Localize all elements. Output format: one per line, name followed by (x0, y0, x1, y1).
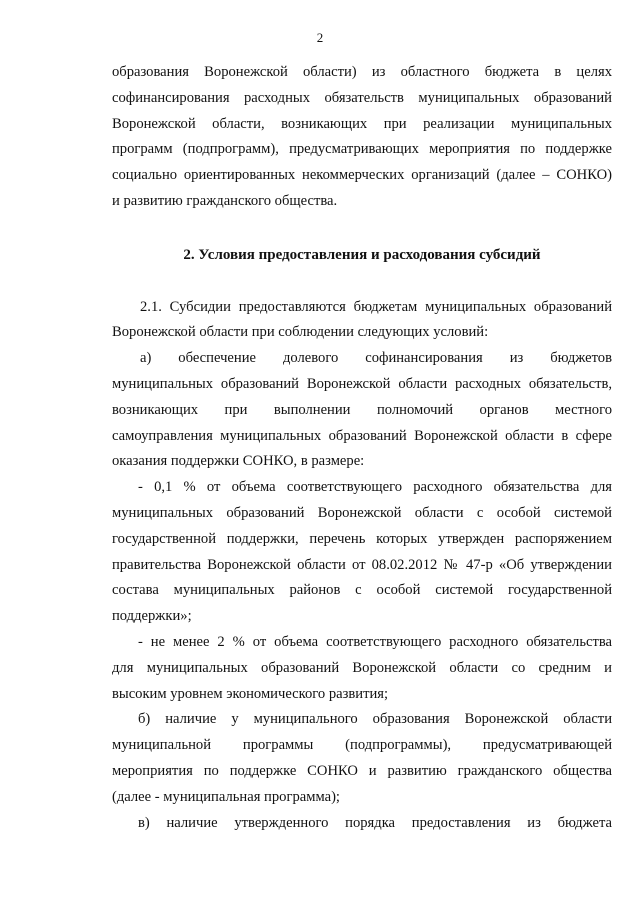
text-line: (далее - муниципальная программа); (112, 788, 340, 805)
text-line: - не менее 2 % от объема соответствующего расходного обязательства (138, 633, 612, 650)
paragraph-v (112, 811, 612, 837)
text-line: самоуправления муниципальных образований Воронежской области в сфере (112, 427, 612, 444)
text-line: программ (подпрограмм), предусматривающих мероприятия по поддержке (112, 141, 612, 158)
text-line: б) наличие у муниципального образования Воронежской области (138, 711, 612, 728)
text-line: Воронежской области, возникающих при реализации муниципальных (112, 115, 612, 132)
text-line: возникающих при выполнении полномочий органов местного (112, 401, 612, 418)
paragraph-a (112, 346, 612, 475)
text-line: муниципальных образований Воронежской области с особой системой (112, 504, 612, 521)
paragraph-2-1 (112, 295, 612, 347)
text-line: социально ориентированных некоммерческих организаций (далее – СОНКО) (112, 167, 612, 184)
text-line: - 0,1 % от объема соответствующего расходного обязательства для (138, 479, 612, 496)
text-line: софинансирования расходных обязательств муниципальных образований (112, 89, 612, 106)
document-body (112, 60, 612, 836)
intro-paragraph (112, 60, 612, 215)
text-line: а) обеспечение долевого софинансирования из бюджетов (140, 350, 612, 367)
text-line: поддержки»; (112, 608, 192, 625)
text-line: правительства Воронежской области от 08.02.2012 № 47-р «Об утверждении (112, 556, 612, 573)
page-number: 2 (316, 30, 324, 45)
section-heading: 2. Условия предоставления и расходования субсидий (183, 246, 541, 263)
text-line: оказания поддержки СОНКО, в размере: (112, 453, 365, 470)
text-line: высоким уровнем экономического развития; (112, 685, 389, 702)
text-line: состава муниципальных районов с особой системой государственной (112, 582, 612, 599)
text-line: муниципальной программы (подпрограммы), предусматривающей (112, 737, 612, 754)
paragraph-dash-1 (112, 475, 612, 630)
text-line: Воронежской области при соблюдении следующих условий: (112, 324, 489, 341)
text-line: муниципальных образований Воронежской области расходных обязательств, (112, 375, 612, 392)
paragraph-dash-2 (112, 630, 612, 707)
text-line: и развитию гражданского общества. (112, 192, 338, 209)
text-line: мероприятия по поддержке СОНКО и развитию гражданского общества (112, 762, 612, 779)
text-line: образования Воронежской области) из областного бюджета в целях (112, 64, 612, 80)
paragraph-b (112, 707, 612, 810)
text-line: в) наличие утвержденного порядка предоставления из бюджета (138, 814, 612, 831)
text-line: для муниципальных образований Воронежской области со средним и (112, 659, 612, 676)
text-line: государственной поддержки, перечень которых утвержден распоряжением (112, 530, 612, 547)
text-line: 2.1. Субсидии предоставляются бюджетам муниципальных образований (140, 298, 612, 315)
